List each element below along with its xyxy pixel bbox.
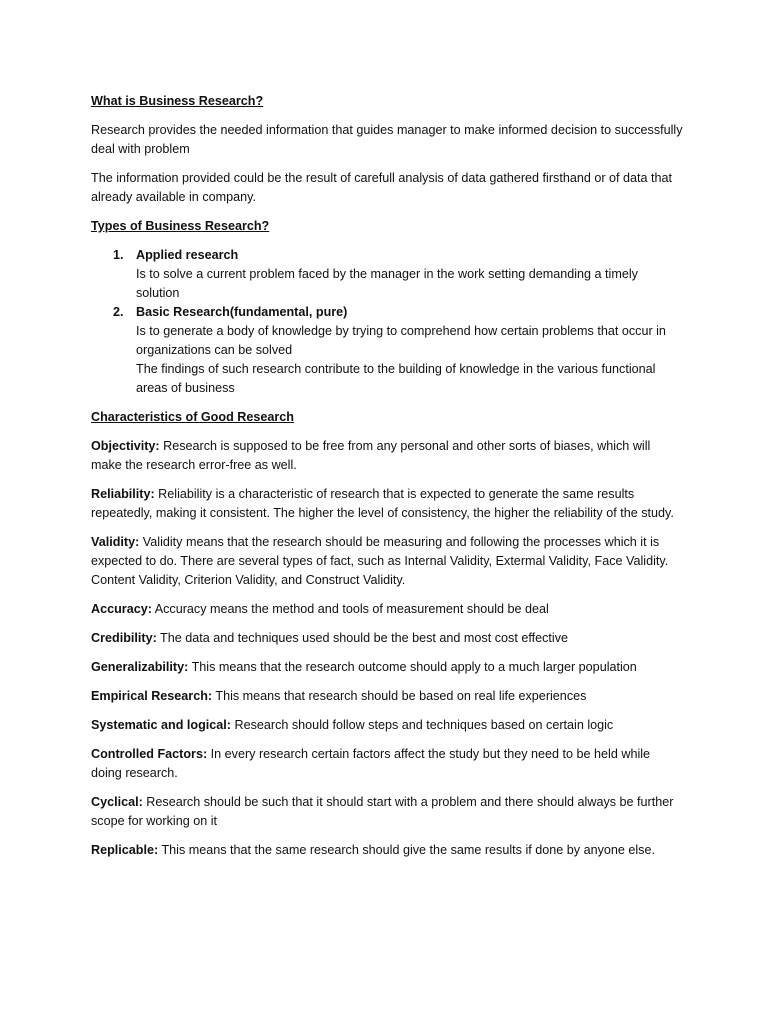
characteristic-text: The data and techniques used should be the best and most cost effective xyxy=(156,631,568,645)
characteristic-text: Research should be such that it should start with a problem and there should always be further scope for working on it xyxy=(91,795,674,828)
characteristic-text: This means that the research outcome should apply to a much larger population xyxy=(188,660,637,674)
list-item-title: Basic Research(fundamental, pure) xyxy=(136,305,348,319)
characteristic-term: Systematic and logical: xyxy=(91,718,231,732)
characteristic-term: Validity: xyxy=(91,535,140,549)
characteristic-empirical-research xyxy=(91,687,683,706)
characteristic-text: This means that the same research should give the same results if done by anyone else. xyxy=(158,843,655,857)
characteristic-text: Reliability is a characteristic of research that is expected to generate the same results repeatedly, making it consistent. The higher the level of consistency, the higher the reliability of the study. xyxy=(91,487,674,520)
list-item-title: Applied research xyxy=(136,248,239,262)
characteristic-term: Empirical Research: xyxy=(91,689,213,703)
characteristic-term: Cyclical: xyxy=(91,795,143,809)
characteristic-credibility xyxy=(91,629,683,648)
document-page xyxy=(91,92,683,870)
characteristic-accuracy xyxy=(91,600,683,619)
characteristic-term: Controlled Factors: xyxy=(91,747,208,761)
characteristic-term: Replicable: xyxy=(91,843,159,857)
characteristic-term: Generalizability: xyxy=(91,660,189,674)
intro-paragraph-1: Research provides the needed information that guides manager to make informed decision to successfully deal with problem xyxy=(91,123,683,156)
characteristic-validity xyxy=(91,533,683,590)
list-item-description: Is to solve a current problem faced by the manager in the work setting demanding a timely solution xyxy=(136,267,638,300)
characteristic-controlled-factors xyxy=(91,745,683,783)
characteristic-term: Accuracy: xyxy=(91,602,152,616)
heading-what-is-business-research: What is Business Research? xyxy=(91,94,264,108)
characteristic-text: Validity means that the research should be measuring and following the processes which it is expected to do. There are several types of fact, such as Internal Validity, Extermal Validity, Face Validity. Content Validity, Criterion Validity, and Construct Validity. xyxy=(91,535,669,587)
characteristic-systematic-and-logical xyxy=(91,716,683,735)
characteristic-reliability xyxy=(91,485,683,523)
characteristic-text: Accuracy means the method and tools of measurement should be deal xyxy=(151,602,549,616)
list-item-basic-research xyxy=(91,303,683,398)
characteristic-replicable xyxy=(91,841,683,860)
characteristic-text: Research should follow steps and techniques based on certain logic xyxy=(230,718,614,732)
intro-paragraph-2: The information provided could be the result of carefull analysis of data gathered firsthand or of data that already available in company. xyxy=(91,171,673,204)
characteristic-text: This means that research should be based on real life experiences xyxy=(212,689,587,703)
characteristic-objectivity xyxy=(91,437,683,475)
list-item-applied-research xyxy=(91,246,683,303)
heading-types-of-business-research: Types of Business Research? xyxy=(91,219,270,233)
characteristic-cyclical xyxy=(91,793,683,831)
heading-characteristics-of-good-research: Characteristics of Good Research xyxy=(91,410,294,424)
characteristic-generalizability xyxy=(91,658,683,677)
types-list xyxy=(91,246,683,398)
characteristic-term: Credibility: xyxy=(91,631,157,645)
list-number: 2. xyxy=(113,305,124,319)
characteristic-text: In every research certain factors affect the study but they need to be held while doing research. xyxy=(91,747,651,780)
characteristic-term: Reliability: xyxy=(91,487,155,501)
list-item-description: The findings of such research contribute to the building of knowledge in the various functional areas of business xyxy=(136,362,656,395)
characteristic-term: Objectivity: xyxy=(91,439,160,453)
list-number: 1. xyxy=(113,248,124,262)
characteristic-text: Research is supposed to be free from any personal and other sorts of biases, which will make the research error-free as well. xyxy=(91,439,651,472)
list-item-description: Is to generate a body of knowledge by trying to comprehend how certain problems that occur in organizations can be solved xyxy=(136,324,666,357)
